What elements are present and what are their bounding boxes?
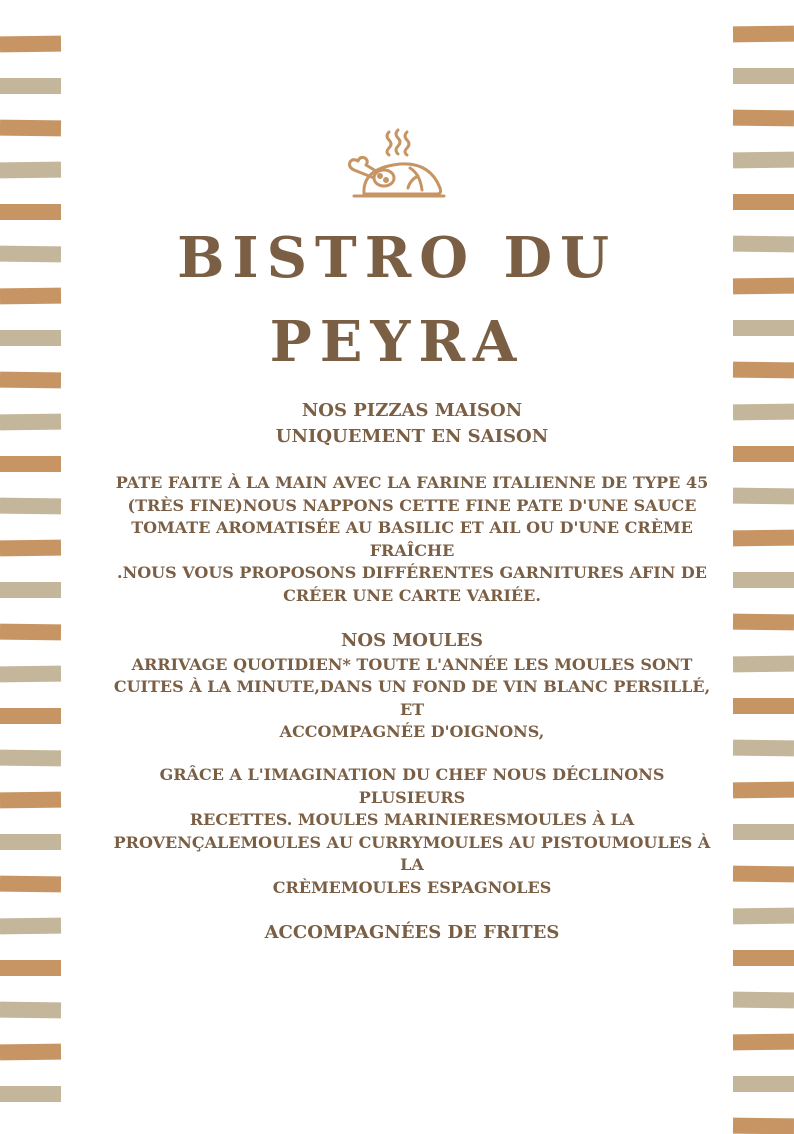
left-stripe-border [0,0,61,1123]
stripe [733,110,794,127]
pizzas-heading: NOS PIZZAS MAISON [301,400,523,421]
stripe [0,36,61,53]
stripe [733,824,794,840]
stripe [0,288,61,305]
stripe [0,834,61,850]
pizzas-text-line: PATE FAITE À LA MAIN AVEC LA FARINE ITALIENNE DE TYPE 45 [115,473,709,492]
stripe [733,572,794,588]
right-stripe-border [733,0,794,1123]
stripe [0,876,61,893]
pizzas-text-line: (TRÈS FINE)NOUS NAPPONS CETTE FINE PATE D'UNE SAUCE [127,495,697,515]
moules-text-line: ARRIVAGE QUOTIDIEN* TOUTE L'ANNÉE LES MOULES SONT [131,654,693,674]
stripe [733,1118,794,1134]
stripe [0,582,61,598]
moules-footer: ACCOMPAGNÉES DE FRITES [264,921,560,943]
stripe [733,992,794,1009]
stripe [0,918,61,935]
stripe [0,246,61,263]
stripe [733,656,794,673]
menu-content [112,398,712,946]
stripe [733,236,794,253]
pizzas-text-line: TOMATE AROMATISÉE AU BASILIC ET AIL OU D'UNE CRÈME [131,518,693,538]
stripe [733,698,794,714]
stripe [0,792,61,809]
stripe [0,708,61,724]
stripe [733,194,794,210]
pizzas-text-line: FRAÎCHE [369,540,455,560]
stripe [0,666,61,683]
stripe [733,866,794,883]
stripe [733,782,794,799]
stripe [0,750,61,767]
stripe [733,488,794,505]
stripe [0,414,61,431]
pizzas-subheading: UNIQUEMENT EN SAISON [275,426,549,447]
stripe [0,330,61,346]
stripe [0,1086,61,1102]
moules-recipes-line: RECETTES. MOULES MARINIERESMOULES À LA [189,810,635,830]
stripe [733,404,794,421]
stripe [0,540,61,557]
stripe [733,26,794,43]
stripe [0,498,61,515]
stripe [733,68,794,84]
stripe [0,162,61,179]
stripe [733,446,794,462]
stripe [0,120,61,137]
restaurant-name-line-2: PEYRA [269,309,525,375]
stripe [0,204,61,220]
stripe [733,740,794,757]
stripe [733,950,794,966]
pizzas-text-line: .NOUS VOUS PROPOSONS DIFFÉRENTES GARNITURES AFIN DE [117,563,707,583]
stripe [0,78,61,94]
moules-heading: NOS MOULES [340,629,484,651]
stripe [0,456,61,472]
moules-recipes-line: PROVENÇALEMOULES AU CURRYMOULES AU PISTOUMOULES À LA [113,832,711,875]
stripe [733,530,794,547]
pizzas-text-line: CRÉER UNE CARTE VARIÉE. [283,585,541,605]
stripe [0,1044,61,1061]
stripe [0,372,61,389]
roast-chicken-icon [346,128,446,202]
stripe [733,1034,794,1051]
moules-recipes-line: CRÈMEMOULES ESPAGNOLES [272,877,552,897]
stripe [733,1076,794,1092]
stripe [733,278,794,295]
stripe [0,1002,61,1019]
stripe [733,152,794,169]
stripe [733,320,794,336]
stripe [0,624,61,641]
moules-text-line: ACCOMPAGNÉE D'OIGNONS, [279,722,545,742]
stripe [733,362,794,379]
stripe [733,614,794,631]
stripe [733,908,794,925]
stripe [0,960,61,976]
moules-recipes-line: GRÂCE A L'IMAGINATION DU CHEF NOUS DÉCLINONS PLUSIEURS [159,764,665,807]
restaurant-name-line-1: BISTRO DU [177,225,617,291]
moules-text-line: CUITES À LA MINUTE,DANS UN FOND DE VIN BLANC PERSILLÉ, ET [113,677,711,719]
